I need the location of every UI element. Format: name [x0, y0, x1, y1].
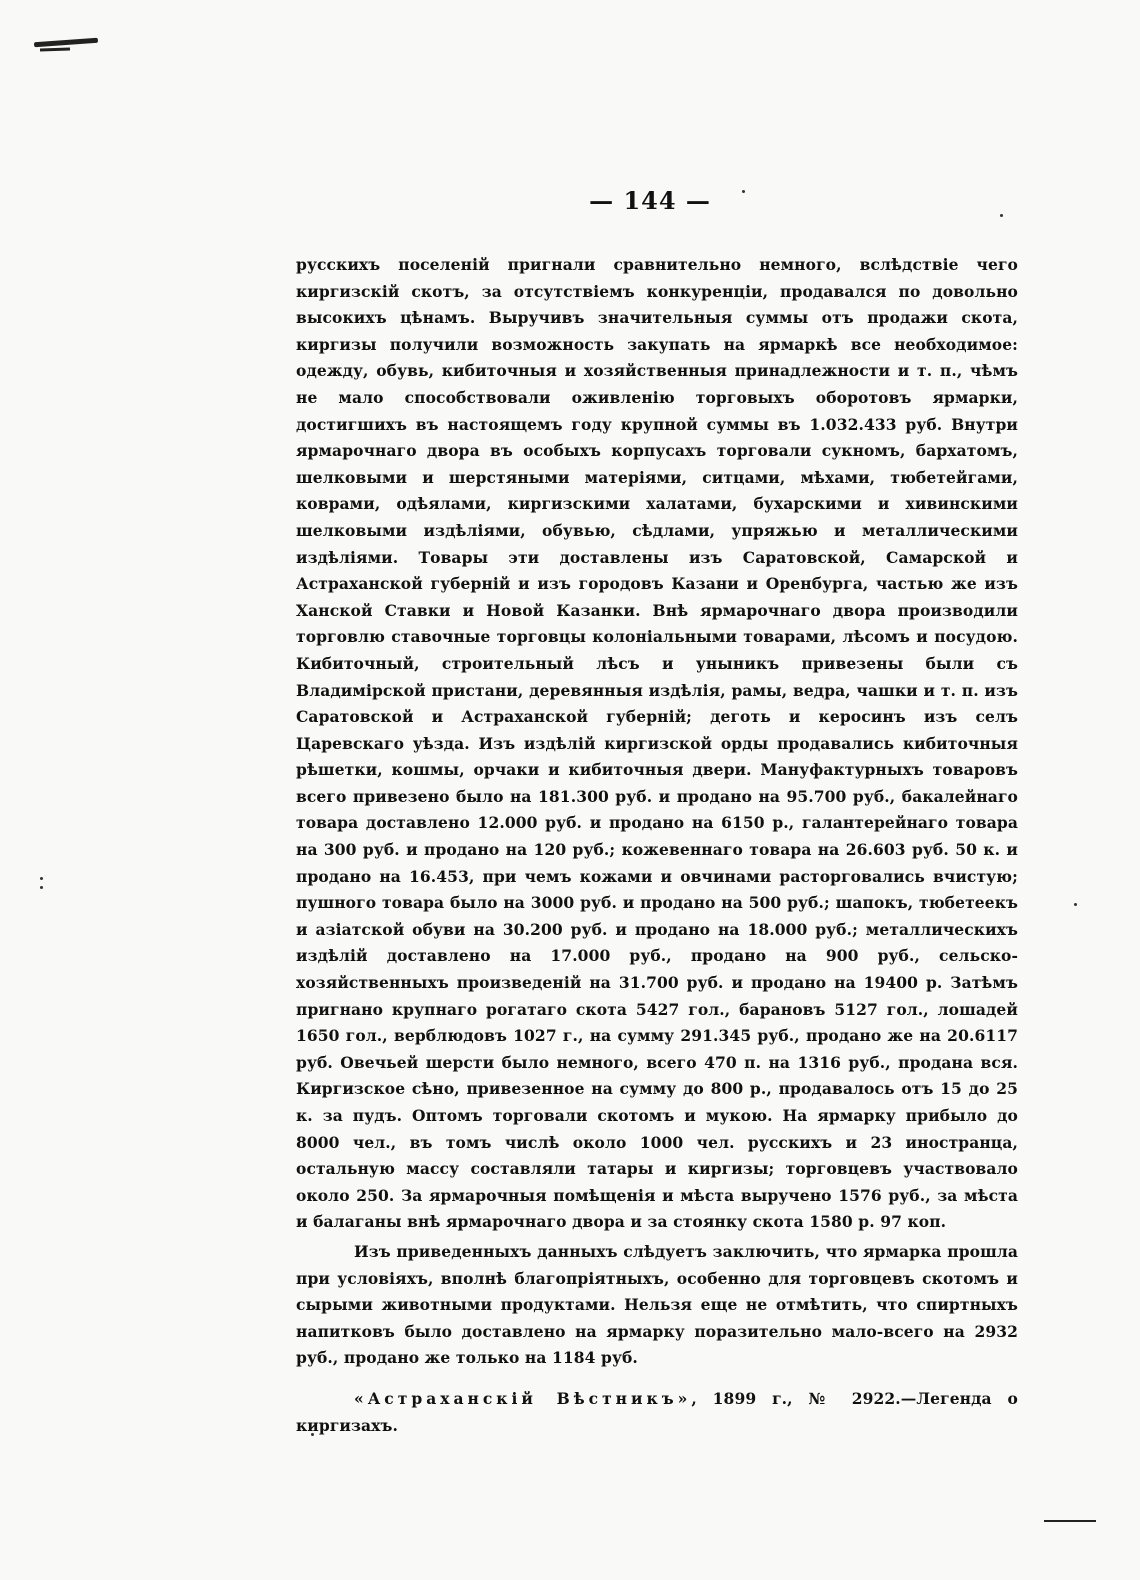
scan-artifact-mark [34, 38, 98, 47]
scan-artifact-line [1044, 1520, 1096, 1522]
scan-speck [40, 886, 43, 889]
paragraph-2: Изъ приведенныхъ данныхъ слѣдуетъ заключить, что ярмарка прошла при условіяхъ, вполнѣ благопріятныхъ, особенно для торговцевъ скотомъ и сырыми животными продуктами. Нельзя еще не отмѣтить, что спиртныхъ напитковъ было доставлено на ярмарку поразительно мало-всего на 2932 руб., продано же только на 1184 руб. [296, 1241, 1018, 1368]
citation-source: «Астраханскій Вѣстникъ» [354, 1388, 692, 1408]
paragraph-1: русскихъ поселеній пригнали сравнительно немного, вслѣдствіе чего киргизскій скотъ, за отсутствіемъ конкуренціи, продавался по довольно высокихъ цѣнамъ. Выручивъ значительныя суммы отъ продажи скота, киргизы получили возможность закупать на ярмаркѣ все необходимое: одежду, обувь, кибиточныя и хозяйственныя принадлежности и т. п., чѣмъ не мало способствовали оживленію торговыхъ оборотовъ ярмарки, достигшихъ въ настоящемъ году крупной суммы въ 1.032.433 руб. Внутри ярмарочнаго двора въ особыхъ корпусахъ торговали сукномъ, бархатомъ, шелковыми и шерстяными матеріями, ситцами, мѣхами, тюбетейгами, коврами, одѣялами, киргизскими халатами, бухарскими и хивинскими шелковыми издѣліями, обувью, сѣдлами, упряжью и металлическими издѣліями. Товары эти доставлены изъ Саратовской, Самарской и Астраханской губерній и изъ городовъ Казани и Оренбурга, частью же изъ Ханской Ставки и Новой Казанки. Внѣ ярмарочнаго двора производили торговлю ставочные торговцы колоніальными товарами, лѣсомъ и посудою. Кибиточный, строительный лѣсъ и уныникъ привезены были съ Владимірской пристани, деревянныя издѣлія, рамы, ведра, чашки и т. п. изъ Саратовской и Астраханской губерній; деготь и керосинъ изъ селъ Царевскаго уѣзда. Изъ издѣлій киргизской орды продавались кибиточныя рѣшетки, кошмы, орчаки и кибиточныя двери. Мануфактурныхъ товаровъ всего привезено было на 181.300 руб. и продано на 95.700 руб., бакалейнаго товара доставлено 12.000 руб. и продано на 6150 р., галантерейнаго товара на 300 руб. и продано на 120 руб.; кожевеннаго товара на 26.603 руб. 50 к. и продано на 16.453, при чемъ кожами и овчинами расторговались вчистую; пушного товара было на 3000 руб. и продано на 500 руб.; шапокъ, тюбетеекъ и азіатской обуви на 30.200 руб. и продано на 18.000 руб.; металлическихъ издѣлій доставлено на 17.000 руб., продано на 900 руб., сельско-хозяйственныхъ произведеній на 31.700 руб. и продано на 19400 р. Затѣмъ пригнано крупнаго рогатаго скота 5427 гол., барановъ 5127 гол., лошадей 1650 гол., верблюдовъ 1027 г., на сумму 291.345 руб., продано же на 20.6117 руб. Овечьей шерсти было немного, всего 470 п. на 1316 руб., продана вся. Киргизское сѣно, привезенное на сумму до 800 р., продавалось отъ 15 до 25 к. за пудъ. Оптомъ торговали скотомъ и мукою. На ярмарку прибыло до 8000 чел., въ томъ числѣ около 1000 чел. русскихъ и 23 иностранца, остальную массу составляли татары и киргизы; торговцевъ участвовало около 250. За ярмарочныя помѣщенія и мѣста выручено 1576 руб., за мѣста и балаганы внѣ ярмарочнаго двора и за стоянку скота 1580 р. 97 коп. [296, 255, 1018, 1232]
citation-line [296, 1386, 1018, 1439]
scan-speck [1074, 903, 1077, 906]
scan-artifact-mark [40, 47, 70, 51]
scan-speck [40, 877, 43, 880]
body-text [296, 252, 1018, 1439]
page-number: — 144 — [589, 186, 711, 215]
citation-details: , 1899 г., № 2922.—Легенда о киргизахъ. [296, 1388, 1018, 1435]
